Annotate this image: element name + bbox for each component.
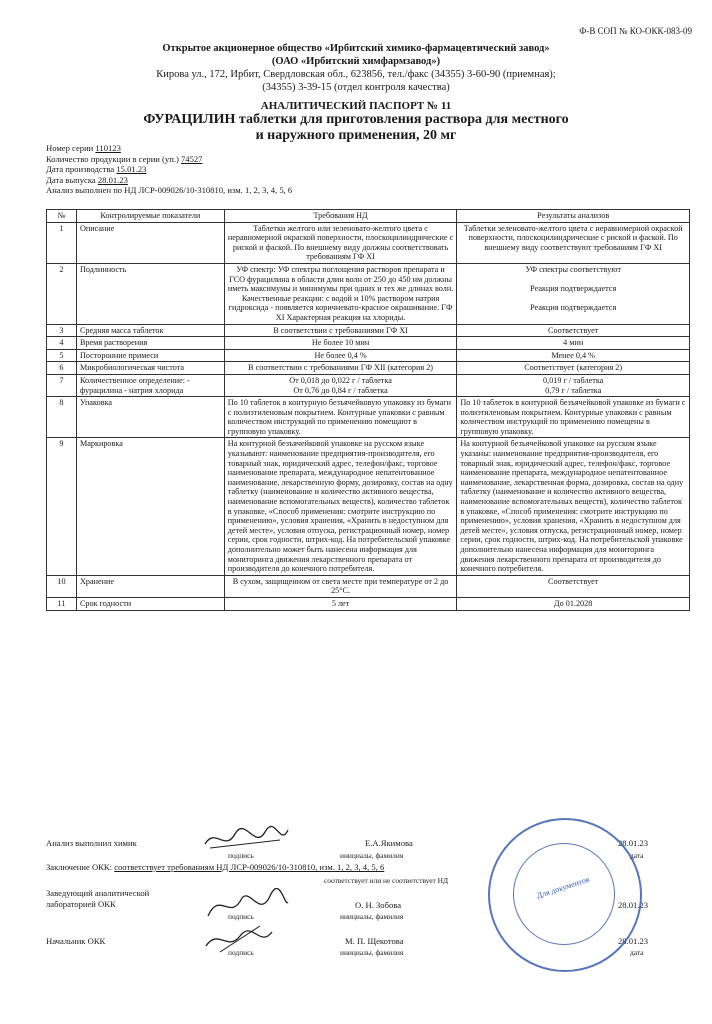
row-number: 1 [47,222,77,263]
series-label: Номер серии [46,143,94,153]
row-number: 10 [47,575,77,597]
row-result: УФ спектры соответствуют Реакция подтверждается Реакция подтверждается [457,263,690,324]
lab-head-label-line2: лабораторией ОКК [46,899,116,909]
row-parameter: Микробиологическая чистота [76,362,224,375]
analyst-signature-icon [200,822,290,856]
release-date-value: 28.01.23 [97,174,128,185]
row-requirement: По 10 таблеток в контурную безъячейковую упаковку из бумаги с полиэтиленовым покрытием. Контурные упаковки с равным количеством инструкций по применению помещают в групповую упаковку. [224,397,457,438]
row-number: 4 [47,337,77,350]
col-header-requirements: Требования НД [224,210,457,223]
row-result: 4 мин [457,337,690,350]
chief-label: Начальник ОКК [46,936,106,946]
row-result: Соответствует [457,575,690,597]
table-row [47,438,690,575]
table-row [47,324,690,337]
row-parameter: Подлинность [76,263,224,324]
table-row [47,575,690,597]
series-value: 110123 [95,143,121,153]
batch-info [46,143,292,196]
table-row [47,263,690,324]
lab-head-name: О. Н. Зобова [355,900,402,910]
chief-signature-icon [200,922,290,956]
passport-title: АНАЛИТИЧЕСКИЙ ПАСПОРТ № 11 [260,100,452,112]
analyst-date: 28.01.23 [618,838,649,848]
row-requirement: Не более 10 мин [224,337,457,350]
analyst-name: Е.А.Якимова [365,838,413,848]
stamp-text: Для документов [535,874,591,901]
row-number: 2 [47,263,77,324]
row-parameter: Хранение [76,575,224,597]
row-parameter: Средняя масса таблеток [76,324,224,337]
chief-date: 28.01.23 [618,936,649,946]
row-result: До 01.2028 [457,597,690,610]
row-number: 7 [47,374,77,396]
row-requirement: В соответствии с требованиями ГФ XII (категория 2) [224,362,457,375]
row-result: Таблетки зеленовато-желтого цвета с неравномерной окраской поверхности, плоскоцилиндрические с риской и фаской. По внешнему виду соответствуют требованиям ГФ XI [457,222,690,263]
row-requirement: Таблетки желтого или зеленовато-желтого цвета с неравномерной окраской поверхности, плоскоцилиндрические с риской и фаской. По внешнему виду должны соответствовать требованиям ГФ XI [224,222,457,263]
row-result: По 10 таблеток в контурной безъячейковой упаковке из бумаги с полиэтиленовым покрытием. Контурные упаковки с равным количеством инструкций по применению помещены в групповую упаковку. [457,397,690,438]
row-requirement: От 0,018 до 0,022 г / таблетка От 0,76 до 0,84 г / таблетка [224,374,457,396]
row-result: Соответствует (категория 2) [457,362,690,375]
table-row [47,597,690,610]
row-parameter: Срок годности [76,597,224,610]
analyst-label: Анализ выполнил химик [46,838,137,848]
prod-date-label: Дата производства [46,164,115,175]
release-date-row [46,175,292,186]
date-caption: дата [630,851,644,860]
initials-caption-2: инициалы, фамилия [340,912,404,921]
row-parameter: Упаковка [76,397,224,438]
conclusion-text: соответствует требованиям НД ЛСР-009026/10-310810, изм. 1, 2, 3, 4, 5, 6 [114,862,385,872]
row-result: 0,019 г / таблетка 0,79 г / таблетка [457,374,690,396]
organization-header [0,42,712,94]
product-title-line1: ФУРАЦИЛИН таблетки для приготовления раствора для местного [143,112,569,127]
row-parameter: Время растворения [76,337,224,350]
table-header-row [47,210,690,223]
sign-caption-3: подпись [228,948,254,957]
col-header-parameter: Контролируемые показатели [76,210,224,223]
table-row [47,374,690,396]
initials-caption: инициалы, фамилия [340,851,404,860]
lab-head-label [46,888,149,910]
org-phone: (34355) 3-39-15 (отдел контроля качества) [262,82,450,93]
org-short-name: (ОАО «Ирбитский химфармзавод») [271,56,441,67]
org-name: Открытое акционерное общество «Ирбитский химико-фармацевтический завод» [162,43,550,54]
row-parameter: Маркировка [76,438,224,575]
table-row [47,222,690,263]
row-parameter: Количественное определение: - фурацилина - натрия хлорида [76,374,224,396]
row-number: 5 [47,349,77,362]
row-parameter: Описание [76,222,224,263]
prod-date-value: 15.01.23 [116,164,147,175]
series-row [46,143,292,154]
lab-head-signature-icon [200,888,290,924]
row-requirement: В сухом, защищенном от света месте при температуре от 2 до 25°С. [224,575,457,597]
row-requirement: Не более 0,4 % [224,349,457,362]
row-requirement: 5 лет [224,597,457,610]
row-number: 8 [47,397,77,438]
table-row [47,397,690,438]
col-header-number: № [47,210,77,223]
date-caption-3: дата [630,948,644,957]
qty-row [46,154,292,165]
analysis-table [46,209,690,611]
sign-caption-2: подпись [228,912,254,921]
product-title [0,112,712,144]
chief-name: М. П. Щекотова [345,936,404,946]
row-requirement: В соответствии с требованиями ГФ XI [224,324,457,337]
release-date-label: Дата выпуска [46,174,96,185]
initials-caption-3: инициалы, фамилия [340,948,404,957]
row-result: На контурной безъячейковой упаковке на русском языке указаны: наименование предприятия-производителя, его товарный знак, юридический адрес, телефон/факс, торговое наименование препарата, международное непатентованное наименование, лекарственная форма, дозировка, состав на одну таблетку (наименование и количество активного вещества, наименование вспомогательных веществ), количество таблеток в упаковке, «Способ применения: смотрите инструкцию по применению», условия хранения, «Хранить в недоступном для детей месте», условия отпуска, регистрационный номер, номер серии, срок годности, штрих-код. На потребительской упаковке дополнительно нанесена информация для мониторинга движения лекарственного препарата от производителя до конечного потребителя. [457,438,690,575]
row-result: Менее 0,4 % [457,349,690,362]
conclusion-label: Заключение ОКК: [46,862,113,872]
product-title-line2: и наружного применения, 20 мг [255,128,457,143]
row-requirement: На контурной безъячейковой упаковке на русском языке указывают: наименование предприятия-производителя, его товарный знак, юридический адрес, телефон/факс, торговое наименование препарата, международное непатентованное наименование, лекарственную форму, дозировку, состав на одну таблетку (наименование и количество активного вещества, наименование вспомогательных веществ), количество таблеток в упаковке, «Способ применения: смотрите инструкцию по применению», условия хранения, «Хранить в недоступном для детей месте», условия отпуска, регистрационный номер, номер серии, срок годности, штрих-код. На потребительской упаковке дополнительно может быть нанесена информация для мониторинга движения лекарственного препарата от производителя до конечного потребителя. [224,438,457,575]
conclusion-row [46,862,384,872]
row-result: Соответствует [457,324,690,337]
qty-label: Количество продукции в серии (уп.) [46,153,179,164]
row-number: 11 [47,597,77,610]
org-address: Кирова ул., 172, Ирбит, Свердловская обл., 623856, тел./факс (34355) 3-60-90 (приемная); [156,69,556,80]
lab-head-label-line1: Заведующий аналитической [46,888,150,898]
col-header-results: Результаты анализов [457,210,690,223]
qty-value: 74527 [180,153,203,164]
row-parameter: Посторонние примеси [76,349,224,362]
row-requirement: УФ спектр: УФ спектры поглощения растворов препарата и ГСО фурацилина в области длин волн от 250 до 450 нм должны иметь максимумы и минимумы при одних и тех же длинах волн. Качественные реакции: с водой и 10% раствором натрия гидроксида - появляется коричневато-красное окрашивание. ГФ XI Характерная реакция на хлориды. [224,263,457,324]
table-row [47,349,690,362]
lab-head-date: 28.01.23 [618,900,649,910]
table-row [47,337,690,350]
analysis-line: Анализ выполнен по НД ЛСР-009026/10-310810, изм. 1, 2, 3, 4, 5, 6 [46,185,293,196]
sign-caption: подпись [228,851,254,860]
form-code: Ф-В СОП № КО-ОКК-083-09 [579,26,692,36]
row-number: 3 [47,324,77,337]
row-number: 9 [47,438,77,575]
row-number: 6 [47,362,77,375]
conclusion-sub: соответствует или не соответствует НД [324,876,449,885]
prod-date-row [46,164,292,175]
table-row [47,362,690,375]
